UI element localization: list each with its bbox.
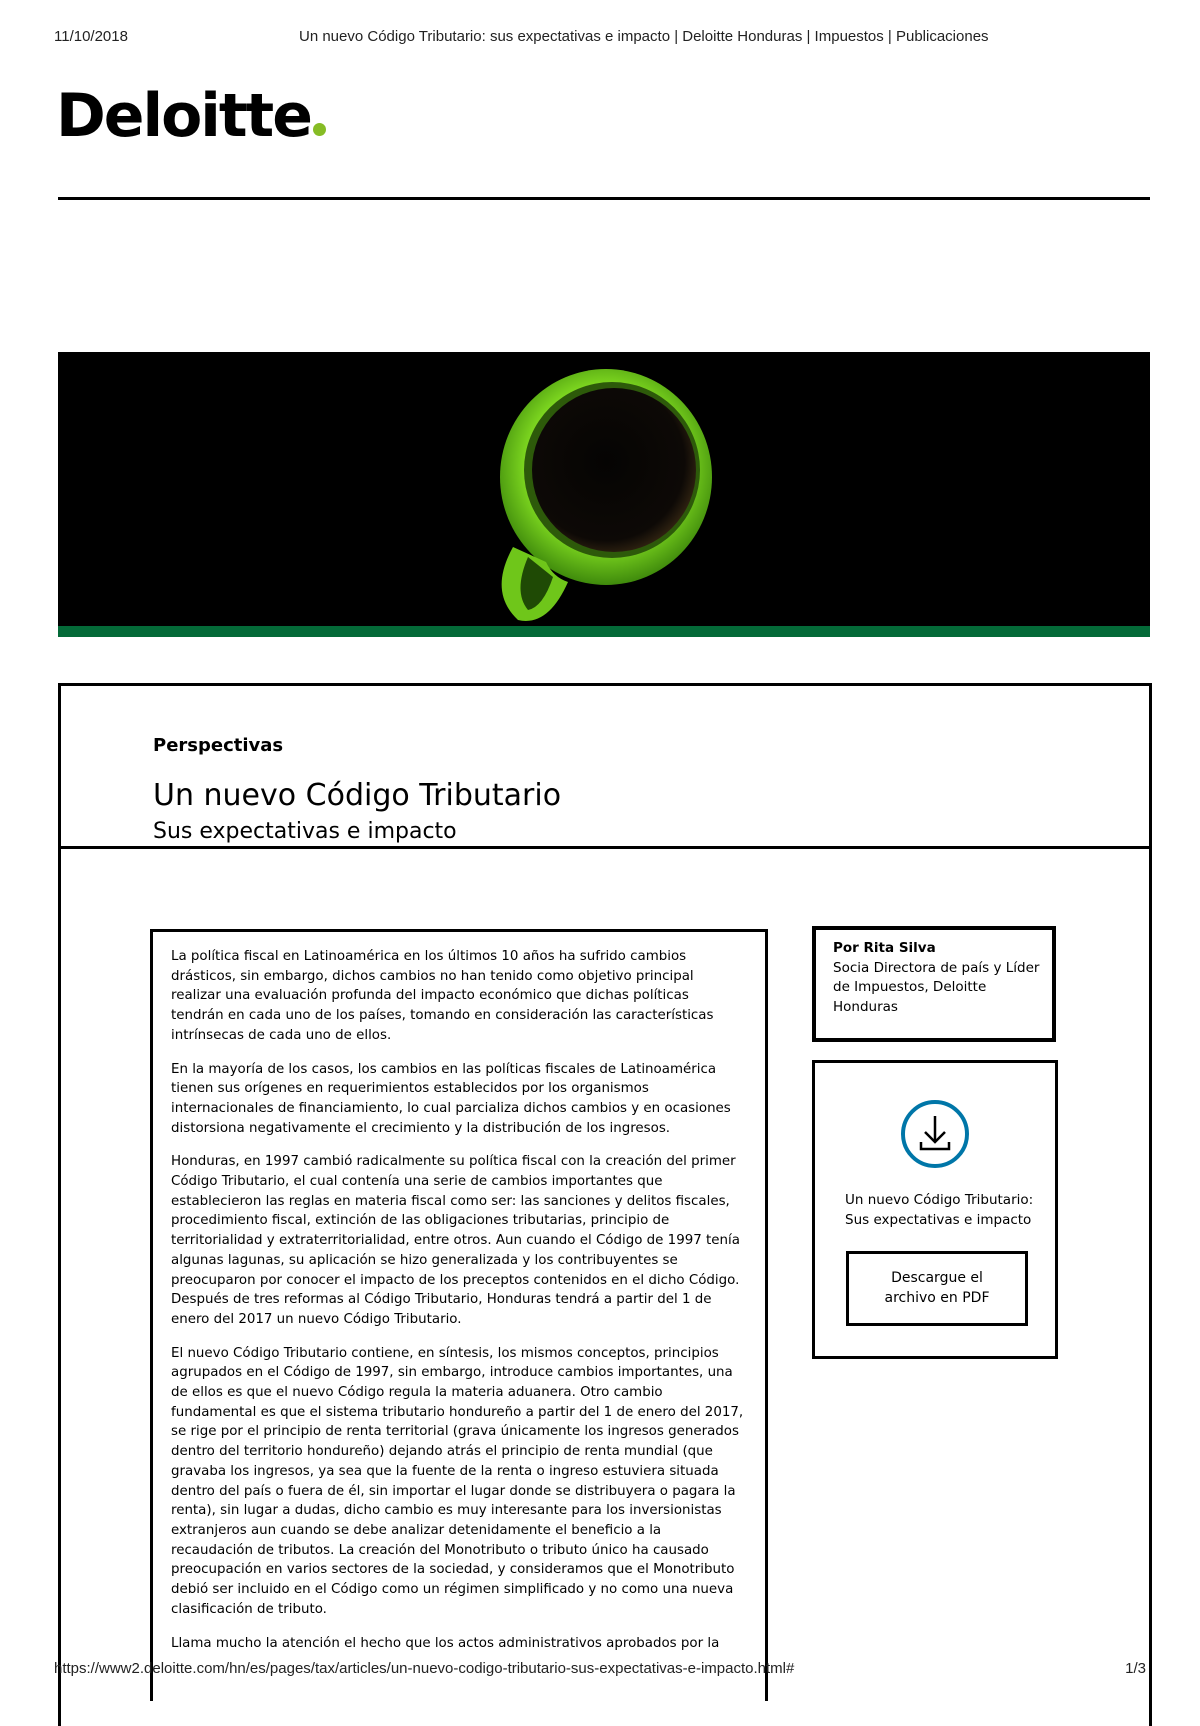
hero-accent-stripe — [58, 626, 1150, 637]
title-divider — [61, 846, 1149, 849]
logo-text: Deloitte — [56, 81, 311, 151]
print-date: 11/10/2018 — [54, 28, 128, 45]
print-page-title: Un nuevo Código Tributario: sus expectativas e impacto | Deloitte Honduras | Impuestos | Publicaciones — [299, 28, 989, 45]
header-divider — [58, 197, 1150, 200]
download-icon[interactable] — [900, 1099, 970, 1169]
paragraph: Llama mucho la atención el hecho que los actos administrativos aprobados por la — [171, 1635, 720, 1651]
paragraph: Honduras, en 1997 cambió radicalmente su política fiscal con la creación del primer Código Tributario, el cual contenía una serie de cambios importantes que establecieron las reglas en materia fiscal como ser: las sanciones y delitos fiscales, procedimiento fiscal, extinción de las obligaciones tributarias, principio de territorialidad y extraterritorialidad, entre otros. Aun cuando el Código de 1997 tenía algunas lagunas, su aplicación se hizo generalizada y los contribuyentes se preocuparon por conocer el impacto de los preceptos contenidos en el dicho Código. Después de tres reformas al Código Tributario, Honduras tendrá a partir del 1 de enero del 2017 un nuevo Código Tributario. — [171, 1154, 740, 1327]
hero-image — [58, 352, 1150, 637]
article-subtitle: Sus expectativas e impacto — [153, 819, 457, 844]
download-file-label: Un nuevo Código Tributario: Sus expectativas e impacto — [845, 1192, 1034, 1228]
paragraph: La política fiscal en Latinoamérica en los últimos 10 años ha sufrido cambios drásticos, sin embargo, dichos cambios no han tenido como objetivo principal realizar una evaluación profunda del impacto económico que dichas políticas tendrán en cada uno de los países, tomando en consideración las características intrínsecas de cada uno de ellos. — [171, 949, 714, 1043]
article-body — [150, 929, 768, 1701]
download-card — [812, 1060, 1058, 1359]
print-page-number: 1/3 — [1125, 1660, 1146, 1677]
paragraph: En la mayoría de los casos, los cambios en las políticas fiscales de Latinoamérica tienen sus orígenes en requerimientos establecidos por los organismos internacionales de financiamiento, lo cual parcializa dichos cambios y en ocasiones distorsiona negativamente el crecimiento y la distribución de los ingresos. — [171, 1061, 731, 1136]
print-url: https://www2.deloitte.com/hn/es/pages/tax/articles/un-nuevo-codigo-tributario-sus-expectativas-e-impacto.html# — [54, 1660, 795, 1677]
article-kicker: Perspectivas — [153, 735, 284, 756]
article-title: Un nuevo Código Tributario — [153, 778, 562, 813]
logo-dot-icon — [313, 123, 326, 136]
author-name[interactable]: Por Rita Silva — [833, 940, 936, 956]
coffee-surface — [532, 388, 696, 552]
deloitte-logo[interactable] — [56, 81, 326, 151]
paragraph: El nuevo Código Tributario contiene, en síntesis, los mismos conceptos, principios agrupados en el Código de 1997, sin embargo, introduce cambios importantes, una de ellos es que el nuevo Código regula la materia aduanera. Otro cambio fundamental es que el sistema tributario hondureño a partir del 1 de enero del 2017, se rige por el principio de renta territorial (grava únicamente los ingresos generados dentro del territorio hondureño) dejando atrás el principio de renta mundial (que gravaba los ingresos, ya sea que la fuente de la renta o ingreso estuviera situada dentro del país o fuera de él, sin importar el lugar donde se distribuyera o pagara la renta), sin lugar a dudas, dicho cambio es muy interesante para los inversionistas extranjeros aun cuando se debe analizar detenidamente el beneficio a la recaudación de tributos. La creación del Monotributo o tributo único ha causado preocupación en varios sectores de la sociedad, y consideramos que el Monotributo debió ser incluido en el Código como un régimen simplificado y no como una nueva clasificación de tributo. — [171, 1345, 744, 1617]
author-role: Socia Directora de país y Líder de Impuestos, Deloitte Honduras — [833, 959, 1040, 1015]
download-button-label: Descargue el archivo en PDF — [884, 1270, 990, 1306]
download-pdf-button[interactable] — [846, 1251, 1028, 1326]
author-card — [812, 926, 1056, 1042]
coffee-cup-illustration — [58, 352, 1150, 637]
